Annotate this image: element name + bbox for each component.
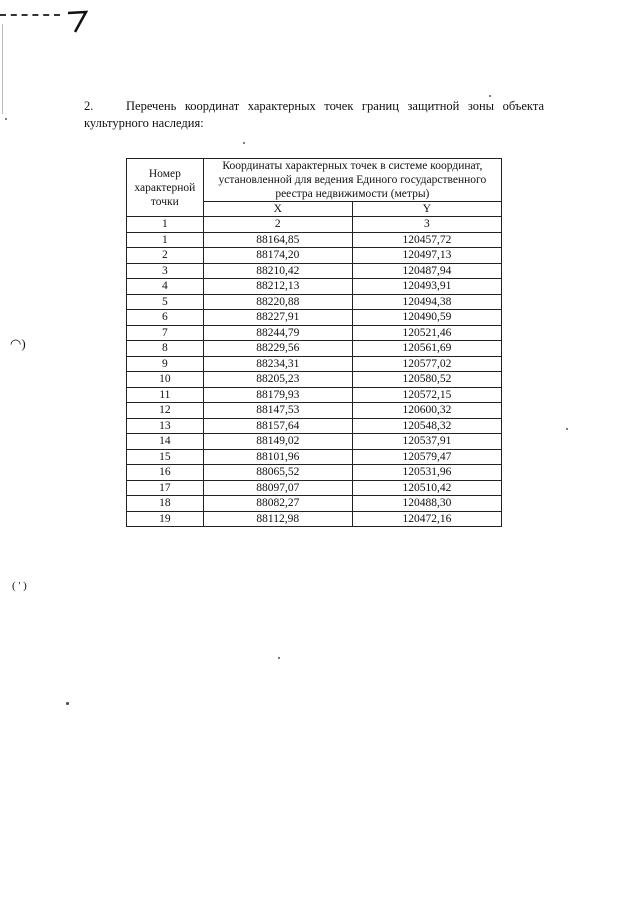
index-cell: 1: [127, 217, 204, 233]
table-row: [127, 511, 502, 527]
table-header-row: [127, 159, 502, 202]
y-coordinate-cell: 120487,94: [352, 263, 501, 279]
point-number-cell: 19: [127, 511, 204, 527]
y-coordinate-cell: 120497,13: [352, 248, 501, 264]
table-row: [127, 496, 502, 512]
point-number-cell: 18: [127, 496, 204, 512]
table-row: [127, 403, 502, 419]
scan-dash-mark: [0, 14, 60, 20]
x-coordinate-cell: 88220,88: [203, 294, 352, 310]
y-coordinate-cell: 120493,91: [352, 279, 501, 295]
point-number-cell: 13: [127, 418, 204, 434]
table-row: [127, 372, 502, 388]
scan-speck: [66, 702, 69, 705]
point-number-cell: 6: [127, 310, 204, 326]
x-coordinate-cell: 88157,64: [203, 418, 352, 434]
scan-speck: [243, 142, 245, 144]
y-coordinate-cell: 120490,59: [352, 310, 501, 326]
x-coordinate-cell: 88101,96: [203, 449, 352, 465]
point-number-cell: 9: [127, 356, 204, 372]
point-number-cell: 17: [127, 480, 204, 496]
punch-mark-lower: ( ' ): [12, 580, 27, 592]
x-coordinate-cell: 88112,98: [203, 511, 352, 527]
y-coordinate-cell: 120600,32: [352, 403, 501, 419]
x-coordinate-cell: 88234,31: [203, 356, 352, 372]
header-y: Y: [352, 202, 501, 217]
y-coordinate-cell: 120537,91: [352, 434, 501, 450]
point-number-cell: 1: [127, 232, 204, 248]
header-point-number: Номер характерной точки: [127, 159, 204, 217]
x-coordinate-cell: 88212,13: [203, 279, 352, 295]
table-row: [127, 232, 502, 248]
scan-edge-line: [2, 24, 3, 114]
point-number-cell: 7: [127, 325, 204, 341]
y-coordinate-cell: 120548,32: [352, 418, 501, 434]
y-coordinate-cell: 120531,96: [352, 465, 501, 481]
punch-mark-upper: ◠): [10, 336, 26, 351]
table-row: [127, 341, 502, 357]
index-cell: 3: [352, 217, 501, 233]
y-coordinate-cell: 120488,30: [352, 496, 501, 512]
table-row: [127, 449, 502, 465]
table-row: [127, 434, 502, 450]
point-number-cell: 10: [127, 372, 204, 388]
y-coordinate-cell: 120577,02: [352, 356, 501, 372]
point-number-cell: 15: [127, 449, 204, 465]
y-coordinate-cell: 120572,15: [352, 387, 501, 403]
point-number-cell: 8: [127, 341, 204, 357]
y-coordinate-cell: 120579,47: [352, 449, 501, 465]
index-cell: 2: [203, 217, 352, 233]
point-number-cell: 16: [127, 465, 204, 481]
table-row: [127, 310, 502, 326]
x-coordinate-cell: 88164,85: [203, 232, 352, 248]
point-number-cell: 4: [127, 279, 204, 295]
point-number-cell: 3: [127, 263, 204, 279]
section-heading: [84, 98, 544, 132]
x-coordinate-cell: 88065,52: [203, 465, 352, 481]
x-coordinate-cell: 88149,02: [203, 434, 352, 450]
coordinates-table: [126, 158, 502, 527]
table-row: [127, 480, 502, 496]
x-coordinate-cell: 88229,56: [203, 341, 352, 357]
table-row: [127, 263, 502, 279]
y-coordinate-cell: 120561,69: [352, 341, 501, 357]
column-index-row: [127, 217, 502, 233]
y-coordinate-cell: 120494,38: [352, 294, 501, 310]
x-coordinate-cell: 88082,27: [203, 496, 352, 512]
x-coordinate-cell: 88205,23: [203, 372, 352, 388]
y-coordinate-cell: 120472,16: [352, 511, 501, 527]
x-coordinate-cell: 88097,07: [203, 480, 352, 496]
y-coordinate-cell: 120521,46: [352, 325, 501, 341]
y-coordinate-cell: 120457,72: [352, 232, 501, 248]
table-row: [127, 325, 502, 341]
x-coordinate-cell: 88227,91: [203, 310, 352, 326]
point-number-cell: 2: [127, 248, 204, 264]
scan-speck: [278, 657, 280, 659]
table-row: [127, 294, 502, 310]
point-number-cell: 5: [127, 294, 204, 310]
point-number-cell: 11: [127, 387, 204, 403]
x-coordinate-cell: 88210,42: [203, 263, 352, 279]
table-row: [127, 248, 502, 264]
y-coordinate-cell: 120580,52: [352, 372, 501, 388]
x-coordinate-cell: 88244,79: [203, 325, 352, 341]
table-row: [127, 279, 502, 295]
table-row: [127, 387, 502, 403]
section-number: 2.: [84, 99, 94, 113]
table-row: [127, 418, 502, 434]
scan-speck: [489, 95, 491, 97]
table-row: [127, 356, 502, 372]
x-coordinate-cell: 88179,93: [203, 387, 352, 403]
x-coordinate-cell: 88174,20: [203, 248, 352, 264]
point-number-cell: 12: [127, 403, 204, 419]
table-row: [127, 465, 502, 481]
header-coordinates: Координаты характерных точек в системе координат, установленной для ведения Единого государственного реестра недвижимости (метры): [203, 159, 501, 202]
point-number-cell: 14: [127, 434, 204, 450]
scan-speck: [5, 118, 7, 120]
scan-speck: [566, 428, 568, 430]
x-coordinate-cell: 88147,53: [203, 403, 352, 419]
scan-slash-mark: [66, 10, 88, 34]
section-text: Перечень координат характерных точек границ защитной зоны объекта культурного наследия:: [84, 99, 544, 130]
y-coordinate-cell: 120510,42: [352, 480, 501, 496]
header-x: X: [203, 202, 352, 217]
table-body: [127, 217, 502, 527]
